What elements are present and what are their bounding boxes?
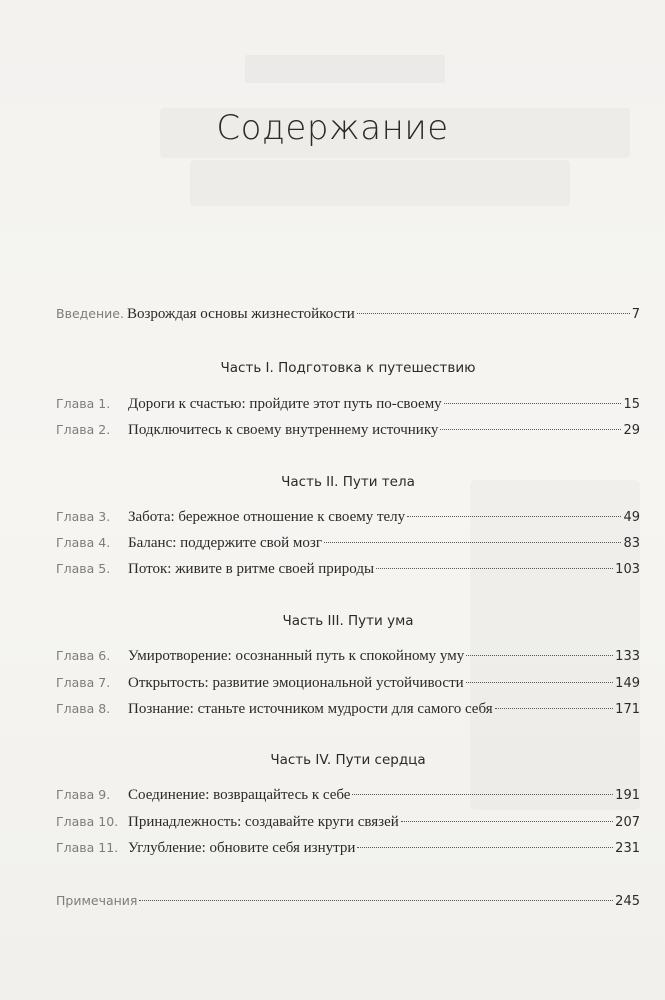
chapter-title: Углубление: обновите себя изнутри: [128, 840, 356, 856]
chapter-title: Открытость: развитие эмоциональной устойчивости: [128, 675, 464, 691]
chapter-title: Поток: живите в ритме своей природы: [128, 561, 375, 577]
chapter-label: Глава 9.: [56, 787, 111, 802]
chapter-label: Глава 2.: [56, 422, 111, 437]
dot-leader: [401, 821, 613, 822]
dot-leader: [466, 682, 614, 683]
chapter-label: Глава 5.: [56, 561, 111, 576]
chapter-label: Глава 10.: [56, 814, 119, 829]
show-through-shadow: [190, 160, 570, 206]
part-heading: Часть I. Подготовка к путешествию: [220, 360, 476, 376]
toc-row-chapter[interactable]: [56, 814, 640, 836]
toc-row-notes[interactable]: [56, 893, 640, 915]
dot-leader: [352, 794, 613, 795]
dot-leader: [324, 542, 621, 543]
chapter-title: Забота: бережное отношение к своему телу: [128, 509, 406, 525]
dot-leader: [440, 429, 621, 430]
chapter-page-number: 49: [623, 510, 640, 525]
intro-label: Введение.: [56, 306, 124, 321]
dot-leader: [466, 655, 613, 656]
notes-page-number: 245: [615, 894, 640, 909]
chapter-label: Глава 4.: [56, 535, 111, 550]
dot-leader: [139, 900, 613, 901]
dot-leader: [376, 568, 613, 569]
toc-row-chapter[interactable]: [56, 648, 640, 670]
chapter-page-number: 103: [615, 562, 640, 577]
toc-row-chapter[interactable]: [56, 840, 640, 862]
chapter-page-number: 191: [615, 788, 640, 803]
chapter-page-number: 207: [615, 815, 640, 830]
chapter-page-number: 133: [615, 649, 640, 664]
dot-leader: [495, 708, 614, 709]
chapter-page-number: 15: [623, 397, 640, 412]
toc-row-chapter[interactable]: [56, 701, 640, 723]
chapter-label: Глава 6.: [56, 648, 111, 663]
toc-row-chapter[interactable]: [56, 535, 640, 557]
chapter-page-number: 29: [623, 423, 640, 438]
chapter-title: Подключитесь к своему внутреннему источнику: [128, 422, 439, 438]
toc-row-chapter[interactable]: [56, 561, 640, 583]
dot-leader: [407, 516, 621, 517]
chapter-label: Глава 7.: [56, 675, 111, 690]
chapter-title: Баланс: поддержите свой мозг: [128, 535, 323, 551]
show-through-shadow: [245, 55, 445, 83]
chapter-page-number: 171: [615, 702, 640, 717]
toc-row-chapter[interactable]: [56, 396, 640, 418]
toc-row-chapter[interactable]: [56, 787, 640, 809]
dot-leader: [444, 403, 622, 404]
chapter-page-number: 231: [615, 841, 640, 856]
chapter-title: Дороги к счастью: пройдите этот путь по-своему: [128, 396, 442, 412]
toc-row-chapter[interactable]: [56, 509, 640, 531]
part-heading: Часть IV. Пути сердца: [270, 752, 426, 768]
chapter-title: Соединение: возвращайтесь к себе: [128, 787, 351, 803]
chapter-page-number: 83: [623, 536, 640, 551]
intro-page-number: 7: [631, 307, 640, 322]
chapter-label: Глава 8.: [56, 701, 111, 716]
chapter-title: Принадлежность: создавайте круги связей: [128, 814, 399, 830]
chapter-page-number: 149: [615, 676, 640, 691]
chapter-title: Умиротворение: осознанный путь к спокойному уму: [128, 648, 465, 664]
chapter-title: Познание: станьте источником мудрости для самого себя: [128, 701, 493, 717]
chapter-label: Глава 1.: [56, 396, 111, 411]
part-heading: Часть II. Пути тела: [281, 474, 415, 490]
chapter-label: Глава 3.: [56, 509, 111, 524]
toc-row-chapter[interactable]: [56, 422, 640, 444]
toc-row-chapter[interactable]: [56, 675, 640, 697]
part-heading: Часть III. Пути ума: [282, 613, 414, 629]
notes-label: Примечания: [56, 893, 138, 908]
chapter-label: Глава 11.: [56, 840, 119, 855]
page-title: Содержание: [216, 108, 449, 148]
dot-leader: [357, 847, 613, 848]
intro-title: Возрождая основы жизнестойкости: [126, 306, 355, 322]
toc-row-intro[interactable]: [56, 306, 640, 328]
dot-leader: [357, 313, 630, 314]
